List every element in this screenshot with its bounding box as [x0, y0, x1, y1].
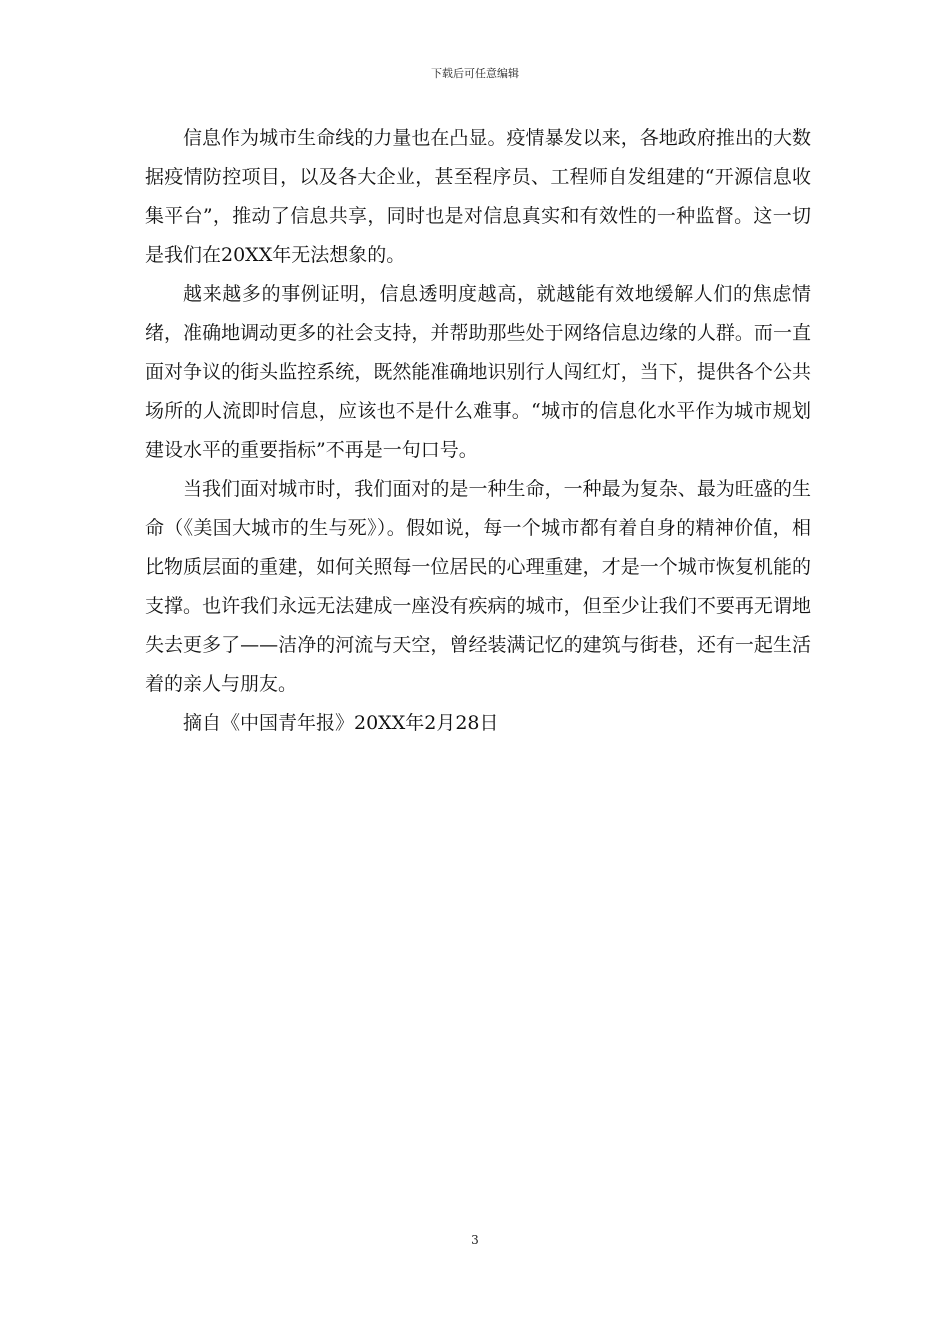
source-citation: 摘自《中国青年报》20XX年2月28日: [183, 712, 499, 734]
paragraph-information-transparency: 越来越多的事例证明，信息透明度越高，就越能有效地缓解人们的焦虑情绪，准确地调动更多的社会支持，并帮助那些处于网络信息边缘的人群。而一直面对争议的街头监控系统，既然能准确地识别行人闯红灯，当下，提供各个公共场所的人流即时信息，应该也不是什么难事。“城市的信息化水平作为城市规划建设水平的重要指标”不再是一句口号。: [145, 283, 811, 461]
paragraph-information-lifeline: 信息作为城市生命线的力量也在凸显。疫情暴发以来，各地政府推出的大数据疫情防控项目，以及各大企业，甚至程序员、工程师自发组建的“开源信息收集平台”，推动了信息共享，同时也是对信息真实和有效性的一种监督。这一切是我们在20XX年无法想象的。: [145, 127, 811, 266]
article-body: [145, 119, 811, 743]
page-number: 3: [471, 1233, 479, 1247]
page-header: 下载后可任意编辑: [431, 67, 519, 80]
paragraph-city-as-life: 当我们面对城市时，我们面对的是一种生命，一种最为复杂、最为旺盛的生命（《美国大城市的生与死》）。假如说，每一个城市都有着自身的精神价值，相比物质层面的重建，如何关照每一位居民的心理重建，才是一个城市恢复机能的支撑。也许我们永远无法建成一座没有疾病的城市，但至少让我们不要再无谓地失去更多了——洁净的河流与天空，曾经装满记忆的建筑与街巷，还有一起生活着的亲人与朋友。: [145, 478, 811, 695]
